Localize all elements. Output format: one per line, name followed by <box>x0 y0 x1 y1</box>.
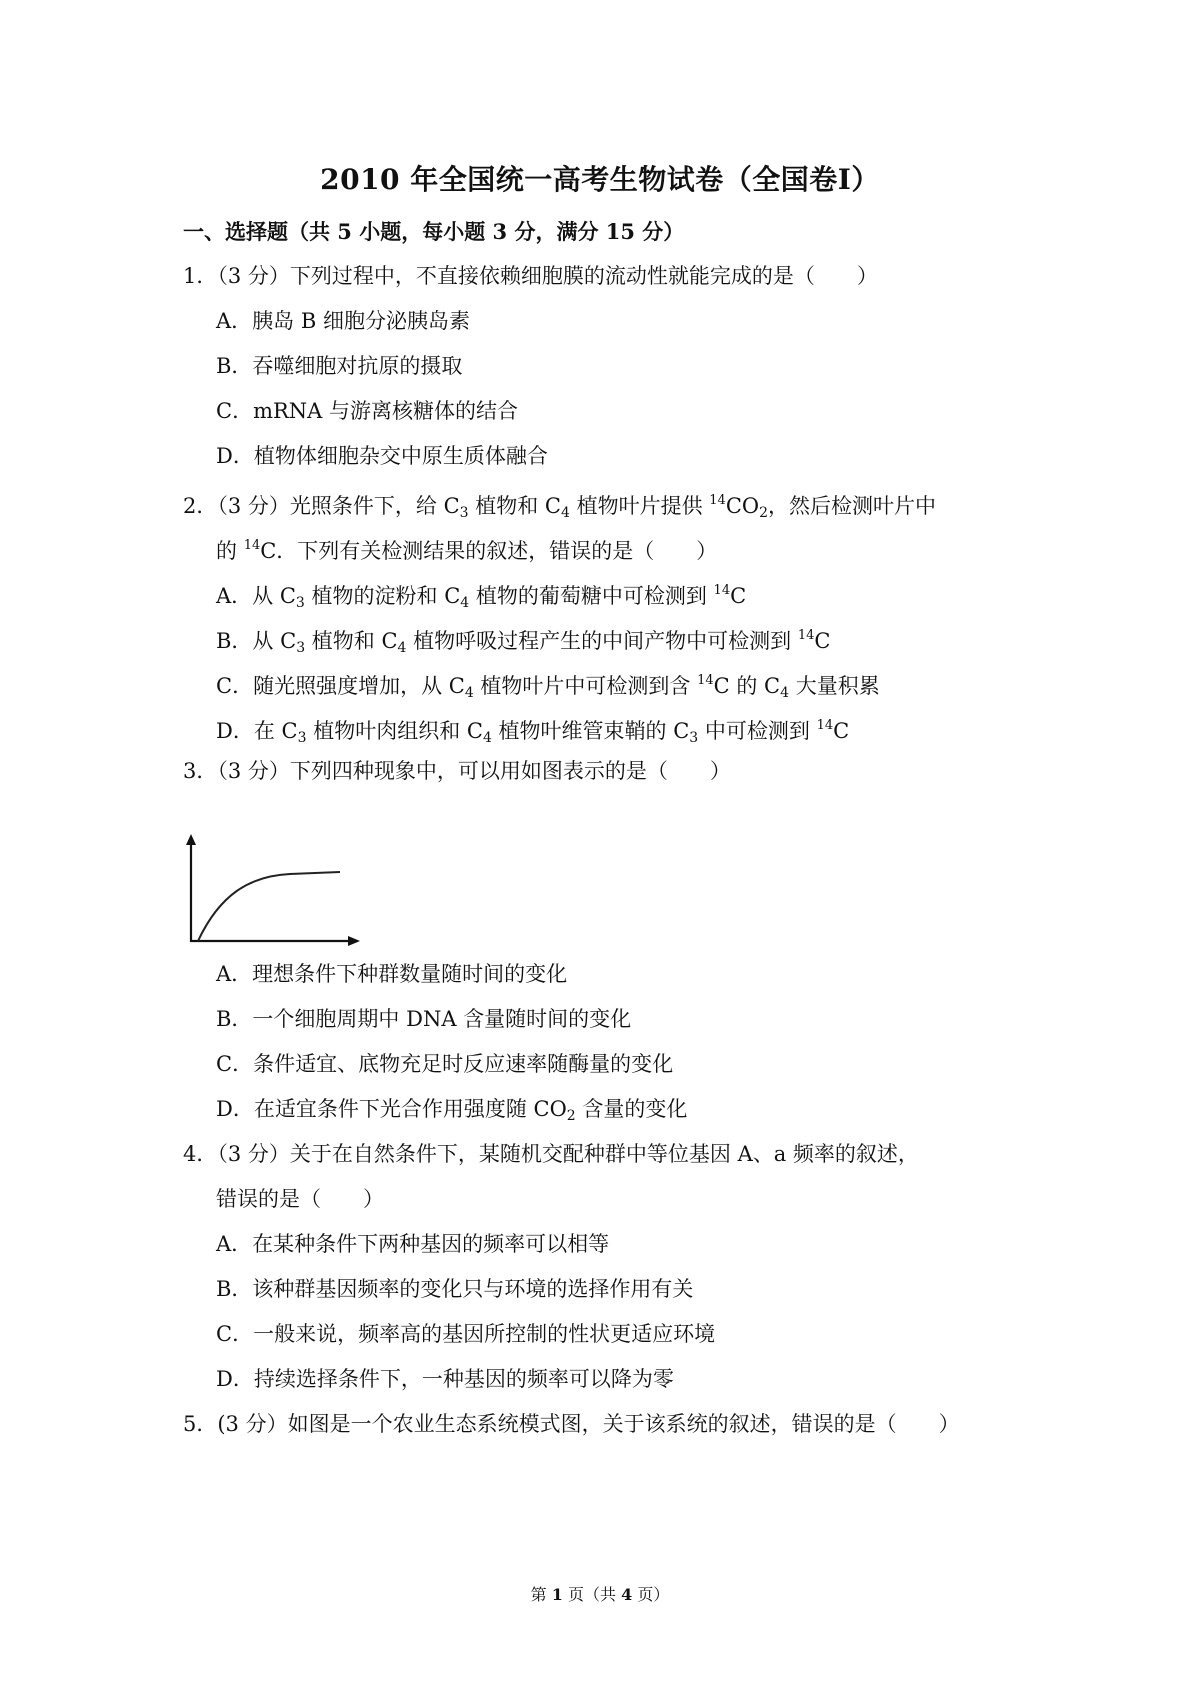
q3-option-a: A．理想条件下种群数量随时间的变化 <box>216 962 568 986</box>
q3-option-b: B．一个细胞周期中 DNA 含量随时间的变化 <box>216 1007 632 1031</box>
q2-stem-continued: 的 $^{14}$C．下列有关检测结果的叙述，错误的是（ ） <box>216 538 718 563</box>
q4-option-a: A．在某种条件下两种基因的频率可以相等 <box>216 1232 610 1256</box>
q2-stem: 2．（3 分）光照条件下，给 $C_3$ 植物和 $C_4$ 植物叶片提供 $^{14}CO_2$，然后检测叶片中 <box>183 493 937 521</box>
q1-option-b: B．吞噬细胞对抗原的摄取 <box>216 354 463 378</box>
q2-option-c: C．随光照强度增加，从 $C_4$ 植物叶片中可检测到含 $^{14}$C 的 $C_4$ 大量积累 <box>216 673 880 701</box>
q1-option-d: D．植物体细胞杂交中原生质体融合 <box>216 444 548 468</box>
q4-option-d: D．持续选择条件下，一种基因的频率可以降为零 <box>216 1367 674 1391</box>
q2-option-b: B．从 $C_3$ 植物和 $C_4$ 植物呼吸过程产生的中间产物中可检测到 $^{14}$C <box>216 628 831 656</box>
graph-x-arrow <box>348 936 360 946</box>
q3-option-d: D．在适宜条件下光合作用强度随 $CO_2$ 含量的变化 <box>216 1097 688 1124</box>
q4-option-c: C．一般来说，频率高的基因所控制的性状更适应环境 <box>216 1322 716 1346</box>
q4-option-b: B．该种群基因频率的变化只与环境的选择作用有关 <box>216 1277 694 1301</box>
q3-saturation-curve-figure <box>180 834 360 946</box>
q3-option-c: C．条件适宜、底物充足时反应速率随酶量的变化 <box>216 1052 674 1076</box>
q5-stem: 5．(3 分）如图是一个农业生态系统模式图，关于该系统的叙述，错误的是（ ） <box>183 1412 960 1436</box>
q1-stem: 1．（3 分）下列过程中，不直接依赖细胞膜的流动性就能完成的是（ ） <box>183 264 878 288</box>
page-footer: 第 1 页（共 4 页） <box>530 1585 670 1604</box>
q4-stem: 4．（3 分）关于在自然条件下，某随机交配种群中等位基因 A、a 频率的叙述， <box>183 1142 919 1166</box>
total-pages-number: 4 <box>621 1585 633 1604</box>
q3-stem: 3．（3 分）下列四种现象中，可以用如图表示的是（ ） <box>183 759 731 783</box>
graph-y-arrow <box>186 834 196 845</box>
q1-option-c: C．mRNA 与游离核糖体的结合 <box>216 399 519 423</box>
q2-option-d: D．在 $C_3$ 植物叶肉组织和 $C_4$ 植物叶维管束鞘的 $C_3$ 中可检测到 $^{14}$C <box>216 718 850 746</box>
q2-option-a: A．从 $C_3$ 植物的淀粉和 $C_4$ 植物的葡萄糖中可检测到 $^{14}$C <box>216 583 747 611</box>
exam-title: 2010 年全国统一高考生物试卷（全国卷Ⅰ） <box>320 163 880 196</box>
q4-stem-continued: 错误的是（ ） <box>216 1187 384 1211</box>
section-heading: 一、选择题（共 5 小题，每小题 3 分，满分 15 分） <box>183 219 685 244</box>
q1-option-a: A．胰岛 B 细胞分泌胰岛素 <box>216 309 470 333</box>
current-page-number: 1 <box>551 1585 563 1604</box>
graph-curve <box>198 872 340 941</box>
